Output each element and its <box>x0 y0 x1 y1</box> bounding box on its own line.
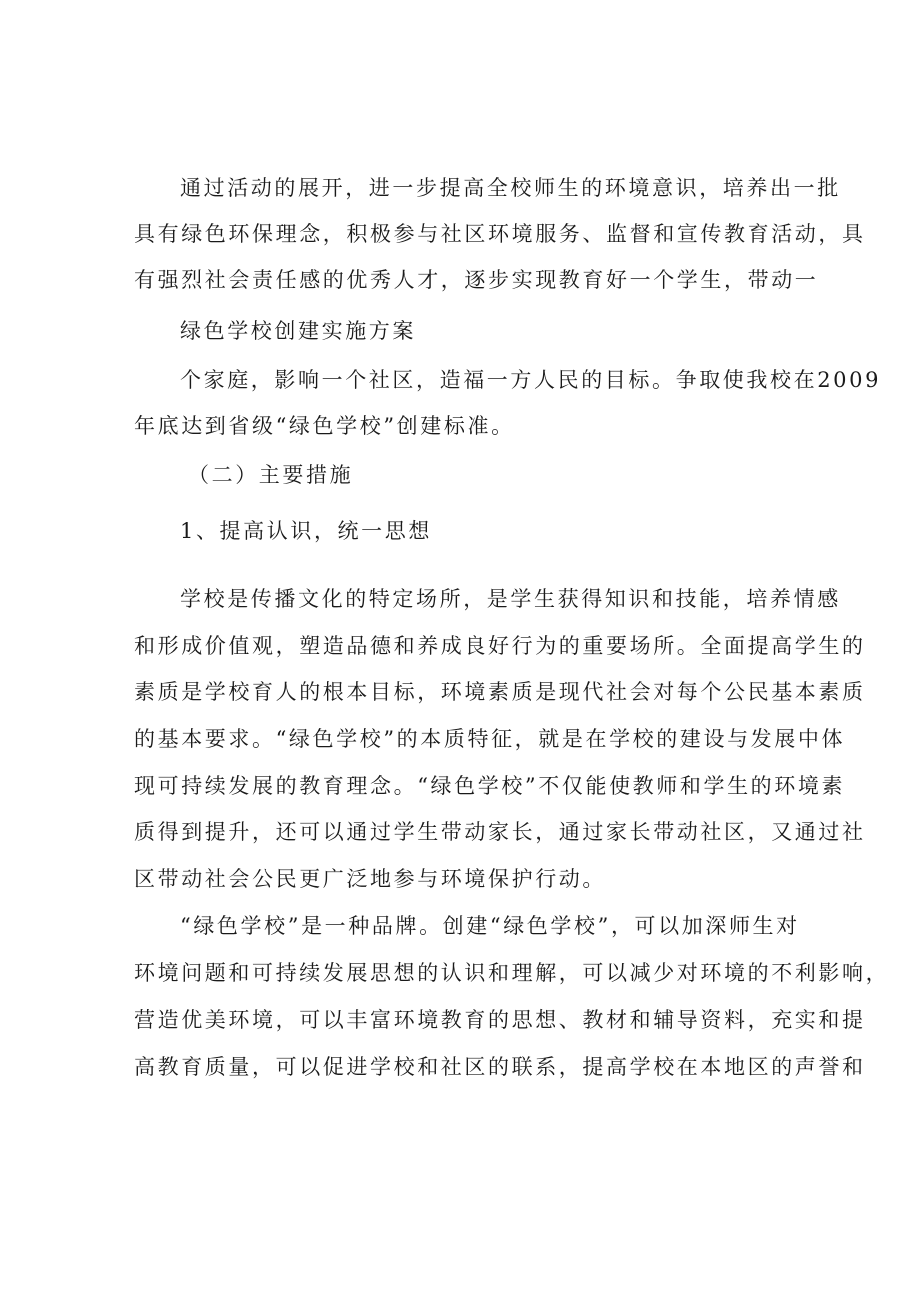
paragraph-line: 学校是传播文化的特定场所，是学生获得知识和技能，培养情感 <box>180 587 841 611</box>
paragraph-line: 个家庭，影响一个社区，造福一方人民的目标。争取使我校在2009 <box>180 368 882 392</box>
paragraph-line: 环境问题和可持续发展思想的认识和理解，可以减少对环境的不利影响， <box>134 961 890 985</box>
paragraph-line: 素质是学校育人的根本目标，环境素质是现代社会对每个公民基本素质 <box>134 680 866 704</box>
paragraph-line: 的基本要求。“绿色学校”的本质特征，就是在学校的建设与发展中体 <box>134 727 846 751</box>
subsection-heading: 1、提高认识，统一思想 <box>180 519 432 543</box>
paragraph-line: 和形成价值观，塑造品德和养成良好行为的重要场所。全面提高学生的 <box>134 634 866 658</box>
paragraph-line: 通过活动的展开，进一步提高全校师生的环境意识，培养出一批 <box>180 176 841 200</box>
paragraph-line: 具有绿色环保理念，积极参与社区环境服务、监督和宣传教育活动，具 <box>134 222 866 246</box>
paragraph-line: 高教育质量，可以促进学校和社区的联系，提高学校在本地区的声誉和 <box>134 1055 866 1079</box>
document-title: 绿色学校创建实施方案 <box>180 319 416 343</box>
paragraph-line: “绿色学校”是一种品牌。创建“绿色学校”，可以加深师生对 <box>180 914 800 938</box>
paragraph-line: 现可持续发展的教育理念。“绿色学校”不仅能使教师和学生的环境素 <box>134 774 846 798</box>
paragraph-line: 质得到提升，还可以通过学生带动家长，通过家长带动社区，又通过社 <box>134 820 866 844</box>
paragraph-line: 有强烈社会责任感的优秀人才，逐步实现教育好一个学生，带动一 <box>134 268 819 292</box>
paragraph-line: 年底达到省级“绿色学校”创建标准。 <box>134 414 515 438</box>
paragraph-line: 营造优美环境，可以丰富环境教育的思想、教材和辅导资料，充实和提 <box>134 1008 866 1032</box>
section-heading: （二）主要措施 <box>188 463 354 487</box>
paragraph-line: 区带动社会公民更广泛地参与环境保护行动。 <box>134 867 606 891</box>
